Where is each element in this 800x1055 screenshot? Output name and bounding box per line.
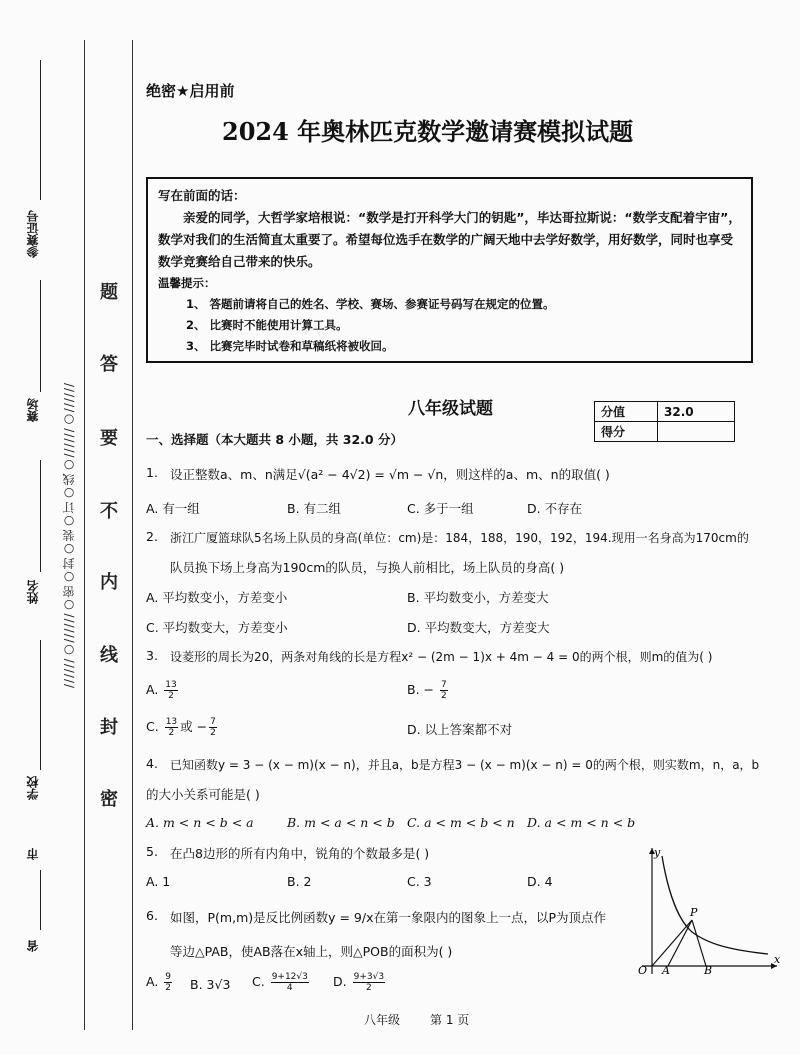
binding-divider-2 xyxy=(132,40,133,1030)
q3-c-prefix: C. xyxy=(146,719,159,734)
footer-grade: 八年级 xyxy=(364,1013,401,1027)
no-answer-char-1: 题 xyxy=(100,282,118,303)
q1-option-a[interactable]: A. 有一组 xyxy=(146,501,200,516)
field-school: 学校 xyxy=(26,776,40,800)
q2-option-b[interactable]: B. 平均数变小，方差变大 xyxy=(407,590,549,605)
label-o: O xyxy=(638,964,648,977)
no-answer-char-2: 答 xyxy=(100,354,118,375)
binding-divider-1 xyxy=(84,40,85,1030)
intro-paragraph: 亲爱的同学，大哲学家培根说：“数学是打开科学大门的钥匙”，毕达哥拉斯说：“数学支配着宇宙”，数学对我们的生活简直太重要了。希望每位选手在数学的广阔天地中去学好数学，用好数学，同时也享受数学竞赛给自己带来的快乐。 xyxy=(158,210,741,269)
q6-option-a[interactable] xyxy=(146,972,174,993)
q3-option-c[interactable] xyxy=(146,717,219,738)
q4-text-line1: 已知函数y = 3 − (x − m)(x − n)，并且a，b是方程3 − (x − m)(x − n) = 0的两个根，则实数m，n，a，b xyxy=(170,758,760,772)
no-answer-char-6: 线 xyxy=(100,645,118,666)
field-school-line xyxy=(40,640,41,770)
field-province: 省 xyxy=(26,940,40,952)
field-entry-number: 参赛证号 xyxy=(26,210,40,258)
q4-number: 4. xyxy=(146,756,158,771)
field-name-line xyxy=(40,460,41,572)
field-city: 市 xyxy=(26,848,40,860)
q1-number: 1. xyxy=(146,465,158,480)
q3-b-fraction: $\frac{7}{2}$ xyxy=(440,680,447,701)
intro-heading: 写在前面的话： xyxy=(158,188,246,203)
field-venue: 赛场 xyxy=(26,398,40,422)
q6-option-d[interactable] xyxy=(333,972,387,993)
footer-page-number: 第 1 页 xyxy=(430,1013,470,1027)
no-answer-char-8: 密 xyxy=(100,789,118,810)
q6-c-fraction: $\frac{9+12√3}{4}$ xyxy=(271,972,308,993)
no-answer-char-4: 不 xyxy=(100,501,118,522)
section-heading: 一、选择题（本大题共 8 小题，共 32.0 分） xyxy=(146,432,403,447)
no-answer-char-5: 内 xyxy=(100,572,118,593)
tip-1: 1、 答题前请将自己的姓名、学校、赛场、参赛证号码写在规定的位置。 xyxy=(186,297,555,311)
q6-text-line1: 如图，P(m,m)是反比例函数y = 9/x在第一象限内的图象上一点，以P为顶点作 xyxy=(170,910,607,925)
q2-text-line1: 浙江广厦篮球队5名场上队员的身高(单位：cm)是：184，188，190，192，194.现用一名身高为170cm的 xyxy=(170,531,749,545)
field-entry-number-line xyxy=(40,60,41,200)
q6-d-fraction: $\frac{9+3√3}{2}$ xyxy=(353,972,385,993)
no-answer-char-7: 封 xyxy=(100,717,118,738)
earned-value-field[interactable] xyxy=(658,422,735,442)
q2-option-c[interactable]: C. 平均数变大，方差变小 xyxy=(146,620,288,635)
q3-a-fraction: $\frac{13}{2}$ xyxy=(165,680,177,701)
q5-option-c[interactable]: C. 3 xyxy=(407,874,432,889)
page-title: 2024 年奥林匹克数学邀请赛模拟试题 xyxy=(222,117,634,146)
q6-c-prefix: C. xyxy=(252,974,265,989)
q5-option-b[interactable]: B. 2 xyxy=(287,874,312,889)
earned-label: 得分 xyxy=(595,422,658,442)
q6-a-prefix: A. xyxy=(146,974,159,989)
q2-text-line2: 队员换下场上身高为190cm的队员，与换人前相比，场上队员的身高( ) xyxy=(170,560,565,575)
field-city-line xyxy=(40,870,41,930)
q6-option-b[interactable]: B. 3√3 xyxy=(190,977,231,992)
tips-heading: 温馨提示： xyxy=(158,276,216,290)
q6-number: 6. xyxy=(146,908,158,923)
q6-a-fraction: $\frac{9}{2}$ xyxy=(165,972,172,993)
label-y: y xyxy=(654,846,661,859)
q4-option-a[interactable]: A. m < n < b < a xyxy=(146,815,254,830)
score-value: 32.0 xyxy=(658,402,735,422)
tip-3: 3、 比赛完毕时试卷和草稿纸将被收回。 xyxy=(186,339,394,353)
q3-b-prefix: B. − xyxy=(407,682,434,697)
q3-option-b[interactable] xyxy=(407,680,450,701)
no-answer-char-3: 要 xyxy=(100,428,118,449)
segment-pb xyxy=(692,920,706,966)
q6-option-c[interactable] xyxy=(252,972,311,993)
q6-text-line2: 等边△PAB，使AB落在x轴上，则△POB的面积为( ) xyxy=(170,944,453,959)
q4-text-line2: 的大小关系可能是( ) xyxy=(146,787,260,802)
q5-text: 在凸8边形的所有内角中，锐角的个数最多是( ) xyxy=(170,846,430,861)
q1-option-c[interactable]: C. 多于一组 xyxy=(407,501,474,516)
q3-text: 设菱形的周长为20，两条对角线的长是方程x² − (2m − 1)x + 4m − 4 = 0的两个根，则m的值为( ) xyxy=(170,650,713,664)
label-b: B xyxy=(704,964,713,977)
label-a: A xyxy=(662,964,670,977)
label-p: P xyxy=(690,906,698,919)
q1-option-b[interactable]: B. 有二组 xyxy=(287,501,342,516)
confidential-label: 绝密★启用前 xyxy=(146,82,235,100)
tip-2: 2、 比赛时不能使用计算工具。 xyxy=(186,318,348,332)
field-venue-line xyxy=(40,280,41,392)
grade-title: 八年级试题 xyxy=(408,399,493,419)
q3-c-fraction-2: $\frac{7}{2}$ xyxy=(210,717,216,738)
q2-option-a[interactable]: A. 平均数变小，方差变小 xyxy=(146,590,288,605)
q1-text: 设正整数a、m、n满足√(a² − 4√2) = √m − √n，则这样的a、m、n的取值( ) xyxy=(170,467,610,482)
field-name: 姓名 xyxy=(26,580,40,604)
hyperbola-curve xyxy=(662,856,768,954)
q6-figure xyxy=(622,842,787,980)
q4-option-c[interactable]: C. a < m < b < n xyxy=(407,815,515,830)
q3-number: 3. xyxy=(146,648,158,663)
q5-option-d[interactable]: D. 4 xyxy=(527,874,553,889)
q5-number: 5. xyxy=(146,844,158,859)
label-x: x xyxy=(774,953,781,966)
q2-number: 2. xyxy=(146,529,158,544)
seal-line-text: //////○//////○密○封○装○订○线○//////○////// xyxy=(62,381,76,689)
q3-option-a[interactable] xyxy=(146,680,180,701)
q3-option-d[interactable]: D. 以上答案都不对 xyxy=(407,722,513,737)
q4-option-d[interactable]: D. a < m < n < b xyxy=(527,815,636,830)
q2-option-d[interactable]: D. 平均数变大，方差变大 xyxy=(407,620,550,635)
q4-option-b[interactable]: B. m < a < n < b xyxy=(287,815,395,830)
q3-a-prefix: A. xyxy=(146,682,159,697)
score-table xyxy=(594,401,735,442)
q5-option-a[interactable]: A. 1 xyxy=(146,874,171,889)
q3-c-or: 或 − xyxy=(180,719,208,734)
score-label: 分值 xyxy=(595,402,658,422)
intro-box xyxy=(146,177,753,363)
q3-c-fraction-1: $\frac{13}{2}$ xyxy=(165,717,178,738)
q1-option-d[interactable]: D. 不存在 xyxy=(527,501,583,516)
q6-d-prefix: D. xyxy=(333,974,347,989)
